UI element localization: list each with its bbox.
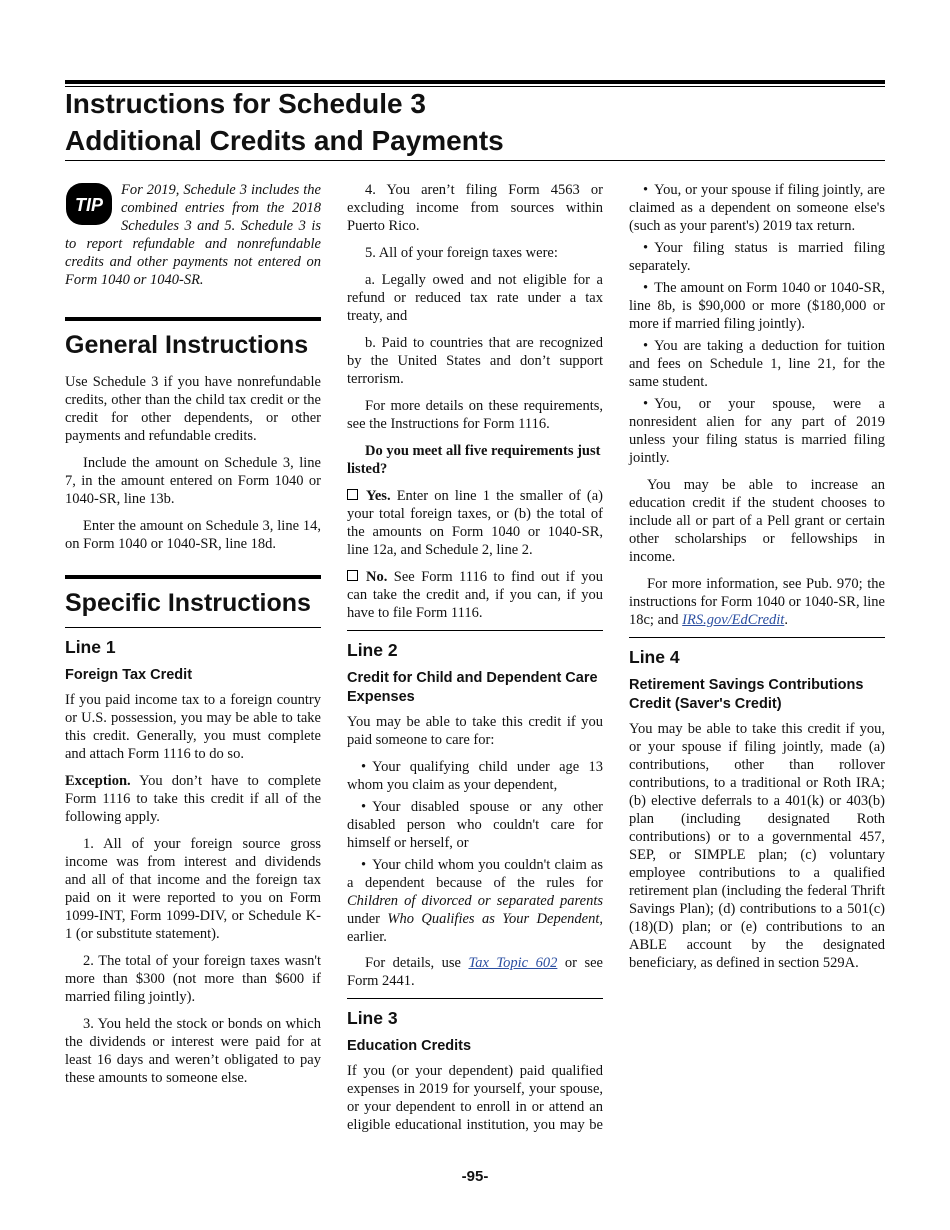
title-line-1: Instructions for Schedule 3 — [65, 88, 426, 119]
exception-label: Exception. — [65, 773, 131, 789]
line1-item4: 4. You aren’t filing Form 4563 or excluding income from sources within Puerto Rico. — [347, 182, 603, 234]
page-title — [65, 85, 885, 159]
no-checkbox — [347, 570, 358, 581]
line4-rule — [629, 637, 885, 638]
column-3 — [629, 181, 885, 981]
exception-text: You don’t have to complete Form 1116 to take this credit if all of the following apply. — [65, 773, 321, 825]
line2-b3-text-c: , earlier. — [347, 911, 603, 945]
line2-rule — [347, 630, 603, 631]
line3-p1-start: If you (or your dependent) paid qualified expenses in 2019 for yourself, your spouse, or your dependent to enroll in or attend an eligible educational institution, you may be — [347, 1063, 603, 1133]
title-rule — [65, 160, 885, 161]
line1-question: Do you meet all five requirements just listed? — [347, 443, 601, 477]
line3-bullet-1: • You, or your spouse if filing jointly, are claimed as a dependent on someone else's (such as your parent's) 2019 tax return. — [629, 181, 885, 235]
line1-subheading: Foreign Tax Credit — [65, 667, 193, 683]
line3-subheading: Education Credits — [347, 1038, 472, 1054]
tax-topic-link[interactable]: Tax Topic 602 — [468, 955, 558, 971]
line2-subheading: Credit for Child and Dependent Care Expenses — [347, 670, 598, 705]
line4-heading: Line 4 — [629, 647, 680, 667]
no-label: No. — [366, 569, 388, 585]
line3-p3-a: For more information, see Pub. 970; the instructions for Form 1040 or 1040-SR, line 18c; and — [629, 576, 885, 628]
yes-text: Enter on line 1 the smaller of (a) your total foreign taxes, or (b) the total of the amounts on Form 1040 or 1040-SR, line 12a, and Schedule 2, line 2. — [347, 488, 603, 558]
line3-bullet-2: • Your filing status is married filing separately. — [629, 239, 885, 275]
specific-heading: Specific Instructions — [65, 589, 311, 617]
line2-b3-text-a: Your child whom you couldn't claim as a dependent because of the rules for — [347, 857, 603, 891]
line3-p3 — [629, 575, 885, 629]
line1-no — [347, 568, 603, 622]
line1-item5b: b. Paid to countries that are recognized by the United States and don’t support terrorism. — [347, 335, 603, 387]
line3-bullet-5: • You, or your spouse, were a nonresident alien for any part of 2019 unless your filing status is married filing jointly. — [629, 395, 885, 467]
line2-details-a: For details, use — [365, 955, 469, 971]
line2-details-b: or see Form 2441. — [347, 955, 603, 989]
line4-subheading: Retirement Savings Contributions Credit (Saver's Credit) — [629, 677, 864, 712]
tip-badge: TIP — [74, 195, 104, 215]
line2-p1: You may be able to take this credit if you paid someone to care for: — [347, 714, 603, 748]
line1-heading: Line 1 — [65, 637, 116, 657]
line3-bullet-4: • You are taking a deduction for tuition and fees on Schedule 1, line 21, for the same student. — [629, 337, 885, 391]
specific-rule — [65, 575, 321, 579]
line2-details — [347, 954, 603, 990]
line1-item3: 3. You held the stock or bonds on which the dividends or interest were paid for at least 16 days and weren’t obligated to pay these amounts to someone else. — [65, 1016, 321, 1086]
line1-p1: If you paid income tax to a foreign country or U.S. possession, you may be able to take this credit. Generally, you must complete and attach Form 1116 to do so. — [65, 692, 321, 762]
column-2 — [347, 181, 603, 1134]
yes-checkbox — [347, 489, 358, 500]
general-heading: General Instructions — [65, 331, 309, 359]
line4-p1: You may be able to take this credit if you, or your spouse if filing jointly, made (a) contributions, other than rollover contributions, to a traditional or Roth IRA; (b) elective deferrals to a 401(k) or 403(b) plan (including designated Roth contributions) or to a governmental 457, SEP, or SIMPLE plan; (c) voluntary employee contributions to a qualified retirement plan (including the federal Thrift Savings Plan); (d) contributions to a 501(c)(18)(D) plan; or (e) contributions to an ABLE account by the designated beneficiary, as defined in section 529A. — [629, 721, 885, 971]
yes-label: Yes. — [366, 488, 391, 504]
line3-rule — [347, 998, 603, 999]
line2-bullet-1: • Your qualifying child under age 13 whom you claim as your dependent, — [347, 758, 603, 794]
line1-item5: 5. All of your foreign taxes were: — [365, 245, 558, 261]
top-rule-thick — [65, 80, 885, 84]
line2-bullet-2: • Your disabled spouse or any other disabled person who couldn't care for himself or herself, or — [347, 798, 603, 852]
title-line-2: Additional Credits and Payments — [65, 125, 504, 156]
general-p2: Include the amount on Schedule 3, line 7, in the amount entered on Form 1040 or 1040-SR, line 13b. — [65, 455, 321, 507]
line3-heading: Line 3 — [347, 1008, 398, 1028]
page-number: -95- — [461, 1168, 489, 1185]
tip-text: For 2019, Schedule 3 includes the combined entries from the 2018 Schedules 3 and 5. Schedule 3 is to report refundable and nonrefundable credits and other payments not entered on Form 1040 or 1040-SR. — [65, 182, 321, 288]
general-p1: Use Schedule 3 if you have nonrefundable credits, other than the child tax credit or the credit for other dependents, or other payments and refundable credits. — [65, 374, 321, 444]
line3-bullet-3: • The amount on Form 1040 or 1040-SR, line 8b, is $90,000 or more ($180,000 or more if married filing jointly). — [629, 279, 885, 333]
general-p3: Enter the amount on Schedule 3, line 14, on Form 1040 or 1040-SR, line 18d. — [65, 518, 321, 552]
line1-rule — [65, 627, 321, 628]
line3-p2: You may be able to increase an education credit if the student chooses to include all or part of a Pell grant or certain other scholarships or fellowships in income. — [629, 477, 885, 565]
line1-item1: 1. All of your foreign source gross income was from interest and dividends and all of that income and the foreign tax paid on it were reported to you on Form 1099-INT, Form 1099-DIV, or Schedule K-1 (or substitute statement). — [65, 836, 321, 942]
line2-b3-italic-1: Children of divorced or separated parents — [347, 893, 603, 909]
line1-more: For more details on these requirements, see the Instructions for Form 1116. — [347, 398, 603, 432]
general-rule — [65, 317, 321, 321]
tip-box — [65, 181, 321, 289]
line2-b3-text-b: under — [347, 911, 388, 927]
edcredit-link[interactable]: IRS.gov/EdCredit — [682, 612, 785, 628]
line1-exception — [65, 772, 321, 826]
line2-heading: Line 2 — [347, 640, 398, 660]
line2-b3-italic-2: Who Qualifies as Your Dependent — [387, 911, 600, 927]
line1-item5a: a. Legally owed and not eligible for a refund or reduced tax rate under a tax treaty, and — [347, 272, 603, 324]
column-1 — [65, 181, 321, 1096]
line2-bullet-3 — [347, 856, 603, 946]
tip-icon — [65, 181, 115, 227]
line1-item2: 2. The total of your foreign taxes wasn't more than $300 (not more than $600 if married filing jointly). — [65, 953, 321, 1005]
no-text: See Form 1116 to find out if you can take the credit and, if you can, if you have to file Form 1116. — [347, 569, 603, 621]
line3-p3-b: . — [784, 612, 788, 628]
line1-yes — [347, 487, 603, 559]
